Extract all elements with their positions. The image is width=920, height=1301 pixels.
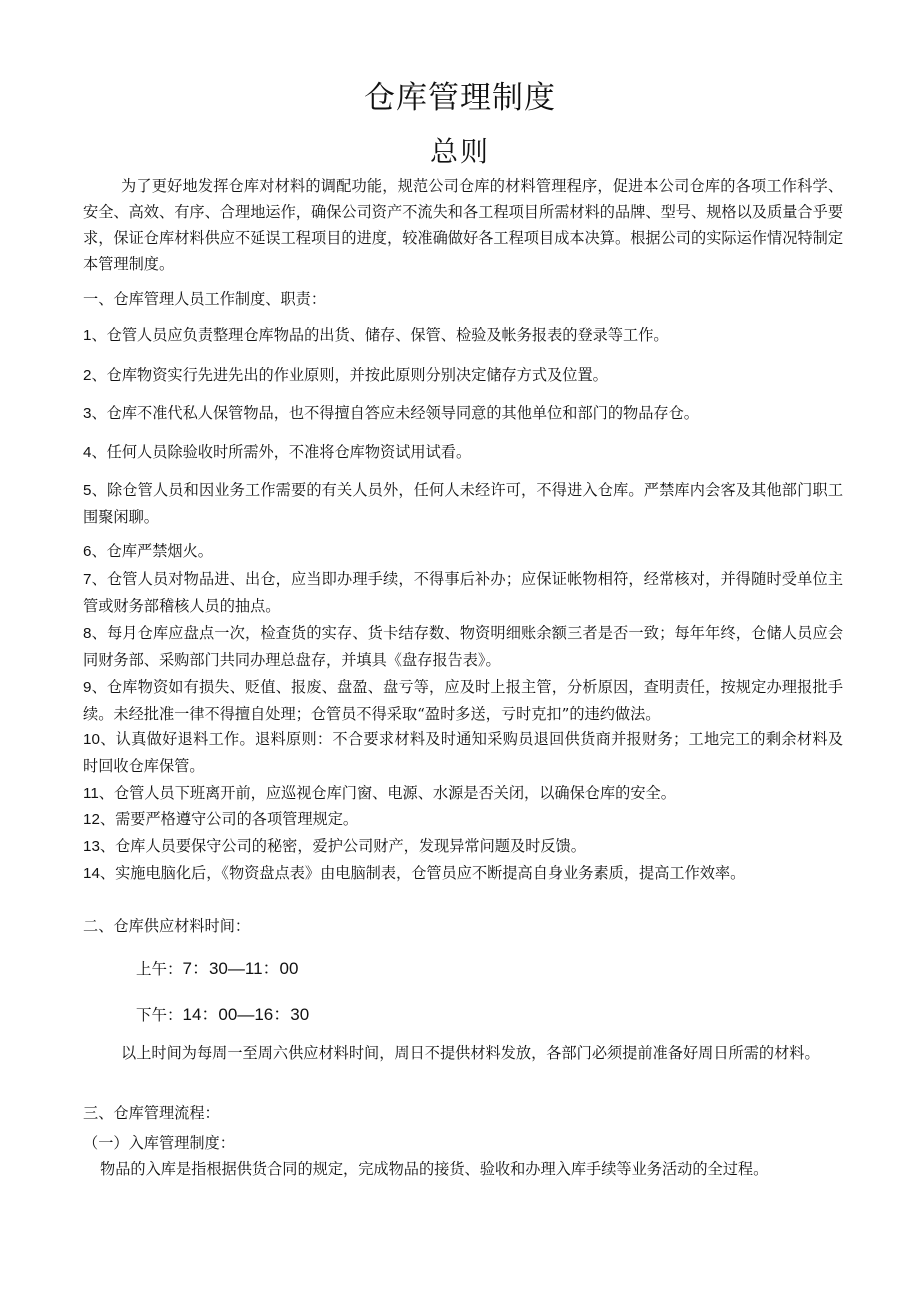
section2-heading: 二、仓库供应材料时间： — [83, 917, 251, 935]
section1-heading: 一、仓库管理人员工作制度、职责： — [83, 290, 326, 308]
list-item: 14、实施电脑化后，《物资盘点表》由电脑制表，仓管员应不断提高自身业务素质，提高工作效率。 — [83, 864, 746, 882]
list-item: 6、仓库严禁烟火。 — [83, 542, 213, 560]
schedule-note: 以上时间为每周一至周六供应材料时间，周日不提供材料发放，各部门必须提前准备好周日所需的材料。 — [121, 1044, 820, 1062]
list-item: 13、仓库人员要保守公司的秘密，爱护公司财产，发现异常问题及时反馈。 — [83, 837, 586, 855]
list-item: 1、仓管人员应负责整理仓库物品的出货、储存、保管、检验及帐务报表的登录等工作。 — [83, 326, 669, 344]
section3-heading: 三、仓库管理流程： — [83, 1104, 220, 1122]
list-item: 5、除仓管人员和因业务工作需要的有关人员外，任何人未经许可，不得进入仓库。严禁库内会客及其他部门职工围聚闲聊。 — [83, 481, 843, 526]
subsection-heading: （一）入库管理制度： — [83, 1134, 235, 1152]
section-subtitle: 总则 — [429, 135, 490, 168]
list-item: 8、每月仓库应盘点一次，检查货的实存、货卡结存数、物资明细账余额三者是否一致；每年年终，仓储人员应会同财务部、采购部门共同办理总盘存，并填具《盘存报告表》。 — [83, 624, 843, 669]
list-item: 9、仓库物资如有损失、贬值、报废、盘盈、盘亏等，应及时上报主管，分析原因，查明责任，按规定办理报批手续。未经批准一律不得擅自处理；仓管员不得采取“盈时多送，亏时克扣”的违约做法。 — [83, 678, 843, 723]
list-item: 11、仓管人员下班离开前，应巡视仓库门窗、电源、水源是否关闭，以确保仓库的安全。 — [83, 784, 676, 802]
intro-paragraph: 为了更好地发挥仓库对材料的调配功能，规范公司仓库的材料管理程序，促进本公司仓库的各项工作科学、安全、高效、有序、合理地运作，确保公司资产不流失和各工程项目所需材料的品牌、型号、规格以及质量合乎要求，保证仓库材料供应不延误工程项目的进度，较准确做好各工程项目成本决算。根据公司的实际运作情况特制定本管理制度。 — [83, 177, 843, 273]
list-item: 7、仓管人员对物品进、出仓，应当即办理手续，不得事后补办；应保证帐物相符，经常核对，并得随时受单位主管或财务部稽核人员的抽点。 — [83, 570, 843, 615]
list-item: 12、需要严格遵守公司的各项管理规定。 — [83, 810, 359, 828]
document-title: 仓库管理制度 — [364, 80, 556, 116]
inbound-description: 物品的入库是指根据供货合同的规定，完成物品的接货、验收和办理入库手续等业务活动的全过程。 — [100, 1160, 769, 1178]
list-item: 4、任何人员除验收时所需外，不准将仓库物资试用试看。 — [83, 443, 472, 461]
list-item: 10、认真做好退料工作。退料原则：不合要求材料及时通知采购员退回供货商并报财务；工地完工的剩余材料及时回收仓库保管。 — [83, 730, 843, 775]
list-item: 3、仓库不准代私人保管物品，也不得擅自答应未经领导同意的其他单位和部门的物品存仓。 — [83, 404, 699, 422]
morning-time: 上午：7：30—11：00 — [136, 959, 299, 978]
afternoon-time: 下午：14：00—16：30 — [136, 1005, 310, 1024]
list-item: 2、仓库物资实行先进先出的作业原则，并按此原则分别决定储存方式及位置。 — [83, 366, 608, 384]
